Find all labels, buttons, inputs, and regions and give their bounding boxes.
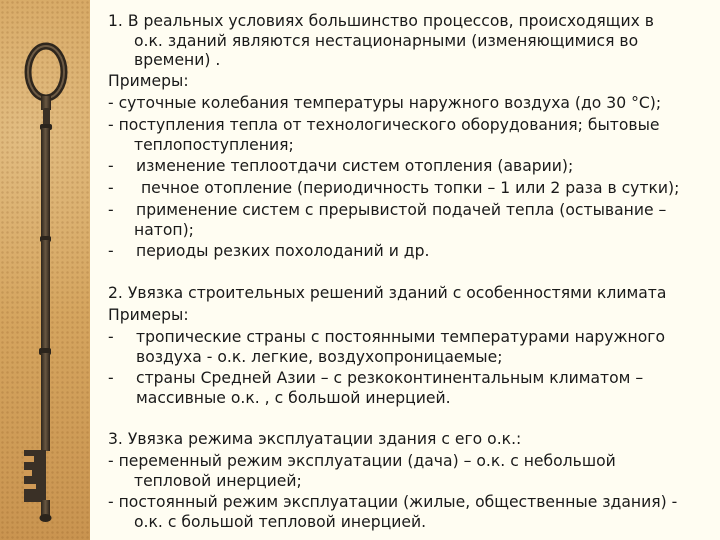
- s3-item-1-cont: тепловой инерцией;: [134, 472, 302, 490]
- slide-text: [108, 10, 714, 532]
- s2-examples-label: Примеры:: [108, 306, 189, 324]
- bullet-dash: -: [108, 157, 114, 175]
- s1-item-3: [108, 155, 714, 177]
- s1-item-6-text: периоды резких похолоданий и др.: [136, 242, 430, 260]
- bullet-dash: -: [108, 201, 114, 219]
- s2-line-1: 2. Увязка строительных решений зданий с особенностями климата: [108, 284, 667, 302]
- s1-item-5-text: применение систем с прерывистой подачей тепла (остывание –: [136, 201, 667, 219]
- s2-item-1-text: тропические страны с постоянными температурами наружного: [136, 328, 666, 346]
- s3-item-2: - постоянный режим эксплуатации (жилые, общественные здания) -: [108, 493, 678, 511]
- s1-line-3: времени) .: [134, 51, 221, 69]
- key-icon: [0, 0, 90, 540]
- s1-line-2: о.к. зданий являются нестационарными (изменяющимися во: [134, 32, 639, 50]
- s2-item-2: [108, 367, 714, 389]
- decorative-sidebar: [0, 0, 90, 540]
- s1-item-1: - суточные колебания температуры наружного воздуха (до 30 °С);: [108, 94, 662, 112]
- s1-item-5: [108, 199, 714, 221]
- bullet-dash: -: [108, 242, 114, 260]
- s2-item-1: [108, 326, 714, 348]
- s3-item-2-cont: о.к. с большой тепловой инерцией.: [134, 513, 427, 531]
- s3-line-1: 3. Увязка режима эксплуатации здания с его о.к.:: [108, 430, 522, 448]
- s1-line-1: 1. В реальных условиях большинство процессов, происходящих в: [108, 12, 654, 30]
- s1-examples-label: Примеры:: [108, 72, 189, 90]
- s2-item-1-cont: воздуха - о.к. легкие, воздухопроницаемые;: [136, 348, 503, 366]
- bullet-dash: -: [108, 369, 114, 387]
- bullet-dash: -: [108, 328, 114, 346]
- s2-item-2-text: страны Средней Азии – с резкоконтинентальным климатом –: [136, 369, 644, 387]
- s1-item-2-cont: теплопоступления;: [134, 136, 294, 154]
- s2-item-2-cont: массивные о.к. , с большой инерцией.: [136, 389, 451, 407]
- s1-item-3-text: изменение теплоотдачи систем отопления (аварии);: [136, 157, 574, 175]
- s1-item-4: [108, 177, 714, 199]
- bullet-dash: -: [108, 179, 114, 197]
- s3-item-1: - переменный режим эксплуатации (дача) – о.к. с небольшой: [108, 452, 616, 470]
- s1-item-4-text: печное отопление (периодичность топки – 1 или 2 раза в сутки);: [136, 179, 680, 197]
- s1-item-6: [108, 240, 714, 262]
- s1-item-5-cont: натоп);: [134, 221, 194, 239]
- s1-item-2: - поступления тепла от технологического оборудования; бытовые: [108, 116, 660, 134]
